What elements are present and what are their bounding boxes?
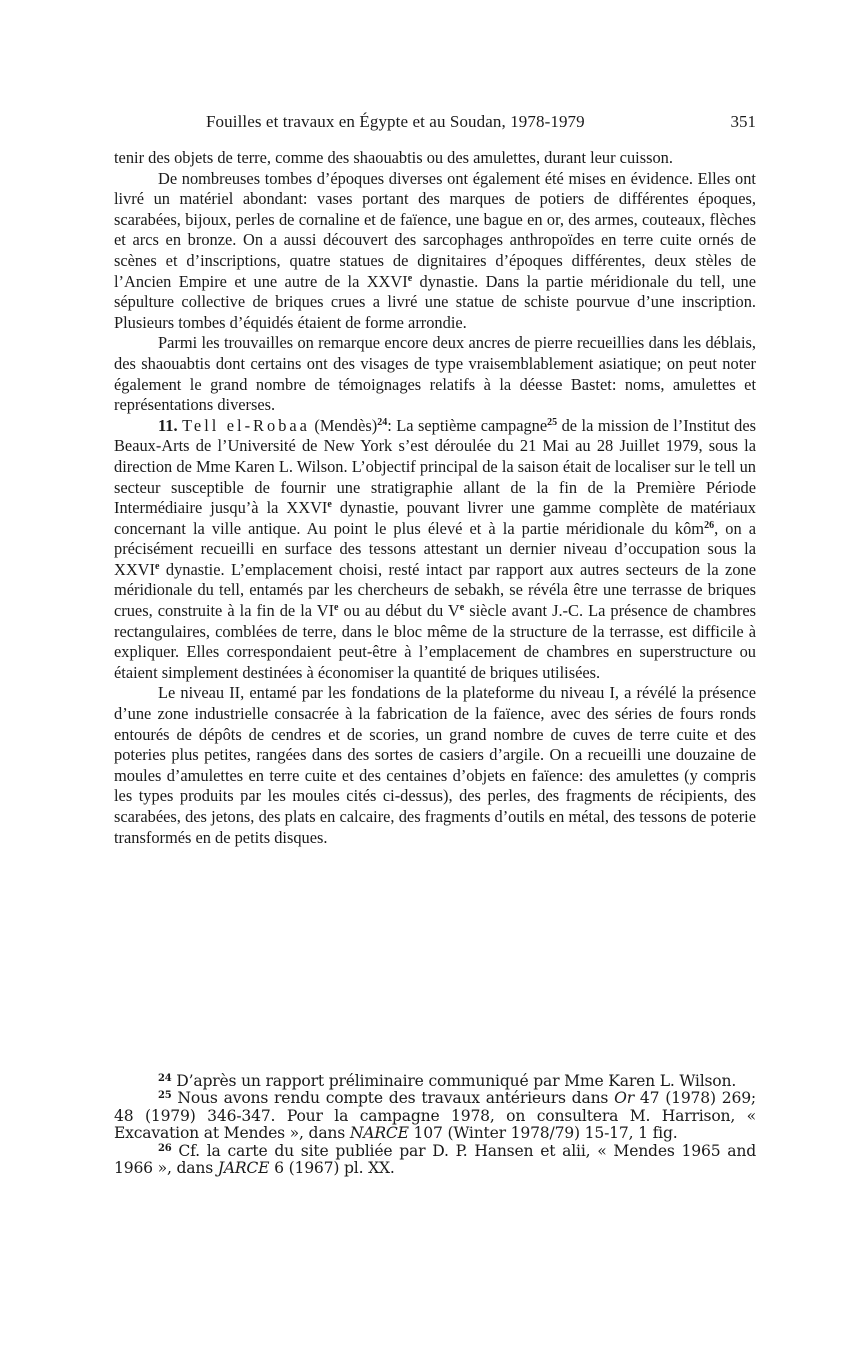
footnote-number: 26 bbox=[158, 1142, 172, 1154]
paragraph-4-text-d: , on a précisément recueilli en surface des tessons attestant un dernier niveau d’occupation sous la XXVI bbox=[114, 518, 756, 579]
footnote-26 bbox=[114, 1143, 756, 1178]
footnote-ref-24[interactable]: 24 bbox=[377, 416, 388, 428]
footnote-24 bbox=[114, 1073, 756, 1090]
footnote-25-text-a: Nous avons rendu compte des travaux antérieurs dans bbox=[171, 1089, 615, 1108]
paragraph-4-text-g: siècle avant J.-C. La présence de chambres rectangulaires, comblées de terre, dans le bloc même de la structure de la terrasse, est difficile à expliquer. Elles correspondaient peut-être à l’emplacement de chambres en superstructure ou étaient simplement destinées à économiser la quantité de briques utilisées. bbox=[114, 601, 756, 682]
footnote-number: 25 bbox=[158, 1090, 172, 1102]
article-body bbox=[114, 148, 756, 848]
paragraph-4-text-e: dynastie. L’emplacement choisi, resté intact par rapport aux autres secteurs de la zone méridionale du tell, entamés par les chercheurs de sebakh, se révéla être une terrasse de briques crues, construite à la fin de la VI bbox=[114, 559, 756, 621]
journal-title: NARCE bbox=[349, 1124, 409, 1143]
superscript: e bbox=[154, 560, 160, 572]
paragraph-2 bbox=[114, 169, 756, 334]
paragraph-2-tail: dynastie. Dans la partie méridionale du tell, une sépulture collective de briques crues a livré une statue de schiste pourvue d’une inscription. Plusieurs tombes d’équidés étaient de forme arrondie. bbox=[114, 271, 756, 332]
paragraph-3 bbox=[114, 333, 756, 415]
journal-title: Or bbox=[614, 1089, 634, 1108]
footnote-number: 24 bbox=[158, 1073, 172, 1084]
section-number: 11. bbox=[158, 415, 178, 435]
footnote-26-text-a: Cf. la carte du site publiée par D. P. Hansen et alii, « Mendes 1965 and 1966 », dans bbox=[114, 1141, 756, 1178]
footnote-25-text-b: 47 (1978) 269; 48 (1979) 346-347. Pour la campagne 1978, on consultera M. Harrison, « Excavation at Mendes », dans bbox=[114, 1089, 756, 1143]
superscript: e bbox=[459, 602, 465, 614]
paragraph-5 bbox=[114, 683, 756, 848]
page-header bbox=[114, 112, 756, 138]
site-mendes: (Mendès) bbox=[309, 415, 378, 435]
paragraph-1 bbox=[114, 148, 756, 169]
running-title: Fouilles et travaux en Égypte et au Soudan, 1978-1979 bbox=[206, 112, 585, 131]
paragraph-4-text-a: : La septième campagne bbox=[387, 415, 548, 435]
footnote-ref-25[interactable]: 25 bbox=[547, 416, 558, 428]
footnote-ref-26[interactable]: 26 bbox=[704, 519, 715, 531]
footnotes bbox=[114, 1073, 756, 1177]
footnote-25 bbox=[114, 1090, 756, 1142]
page-number: 351 bbox=[730, 112, 756, 131]
site-name: Tell el-Robaa bbox=[182, 415, 310, 435]
paragraph-4-text-f: ou au début du V bbox=[338, 601, 460, 621]
paragraph-2-text: De nombreuses tombes d’époques diverses ont également été mises en évidence. Elles ont livré un matériel abondant: vases portant des marques de potiers de différentes époques, scarabées, bijoux, perles de cornaline et de faïence, une bague en or, des armes, couteaux, flèches et arcs en bronze. On a aussi découvert des sarcophages anthropoïdes en terre cuite ornés de scènes et d’inscriptions, quatre statues de dignitaires d’époques différentes, deux stèles de l’Ancien Empire et une autre de la XXVI bbox=[114, 168, 756, 291]
footnote-24-text: D’après un rapport préliminaire communiqué par Mme Karen L. Wilson. bbox=[171, 1072, 737, 1090]
footnote-25-text-c: 107 (Winter 1978/79) 15-17, 1 fig. bbox=[408, 1124, 678, 1143]
paragraph-3-text: Parmi les trouvailles on remarque encore deux ancres de pierre recueillies dans les déblais, des shaouabtis dont certains ont des visages de type vraisemblablement asiatique; on peut noter également le grand nombre de témoignages relatifs à la déesse Bastet: noms, amulettes et représentations diverses. bbox=[114, 333, 756, 415]
superscript: e bbox=[327, 499, 332, 511]
paragraph-4-text-c: dynastie, pouvant livrer une gamme complète de matériaux concernant la ville antique. Au point le plus élevé et à la partie méridionale du kôm bbox=[114, 498, 756, 538]
superscript: e bbox=[407, 272, 413, 284]
paragraph-1-text: tenir des objets de terre, comme des shaouabtis ou des amulettes, durant leur cuisson. bbox=[114, 148, 673, 167]
paragraph-5-text: Le niveau II, entamé par les fondations de la plateforme du niveau I, a révélé la présence d’une zone industrielle consacrée à la fabrication de la faïence, avec des séries de fours ronds entourés de dépôts de cendres et de scories, un grand nombre de cuves de terre cuite et des poteries plus petites, rangées dans des sortes de casiers d’argile. On a recueilli une douzaine de moules d’amulettes en terre cuite et des centaines d’objets en faïence: des amulettes (y compris les types produits par les moules cités ci-dessus), des perles, des fragments de récipients, des scarabées, des jetons, des plats en calcaire, des fragments d’outils en métal, des tessons de poterie transformés en de petits disques. bbox=[114, 683, 756, 847]
journal-title: JARCE bbox=[217, 1159, 270, 1178]
superscript: e bbox=[334, 602, 339, 614]
footnote-26-text-b: 6 (1967) pl. XX. bbox=[269, 1159, 395, 1178]
paragraph-4-text-b: de la mission de l’Institut des Beaux-Arts de l’Université de New York s’est déroulée du 21 Mai au 28 Juillet 1979, sous la direction de Mme Karen L. Wilson. L’objectif principal de la saison était de localiser sur le tell un secteur susceptible de fournir une stratigraphie allant de la fin de la Première Période Intermédiaire jusqu’à la XXVI bbox=[114, 415, 756, 518]
paragraph-4 bbox=[114, 416, 756, 684]
